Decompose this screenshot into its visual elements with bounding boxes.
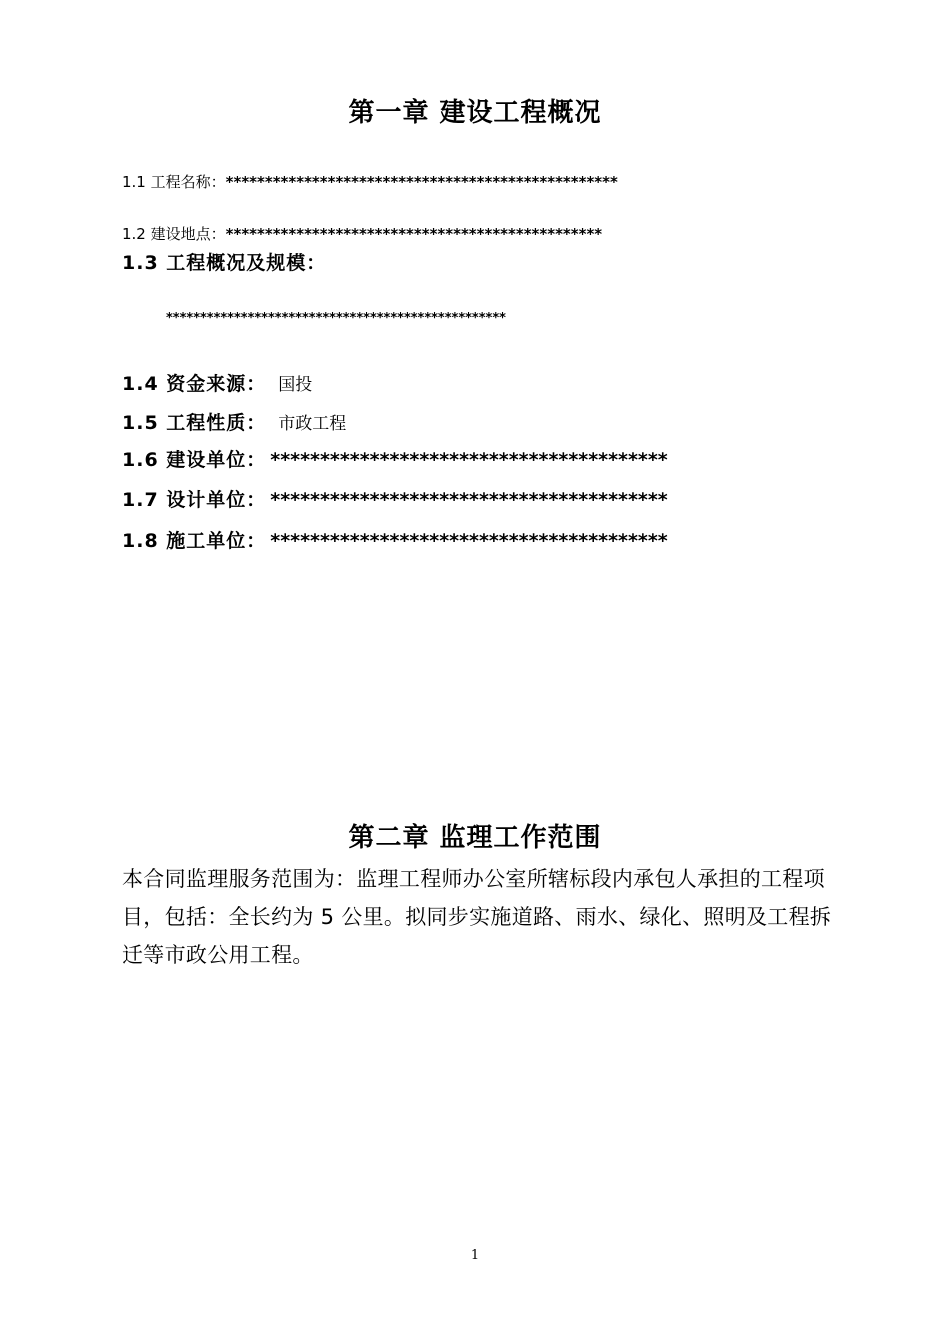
- item-label: 1.8 施工单位：: [122, 530, 267, 552]
- item-owner: [122, 445, 668, 472]
- scope-paragraph: 本合同监理服务范围为：监理工程师办公室所辖标段内承包人承担的工程项目，包括：全长约为 5 公里。拟同步实施道路、雨水、绿化、照明及工程拆迁等市政公用工程。: [122, 867, 832, 967]
- item-label: 1.3 工程概况及规模：: [122, 252, 327, 274]
- item-value: ****************************************: [270, 449, 668, 471]
- item-value: ************************************************: [225, 225, 603, 243]
- item-value: 市政工程: [278, 414, 347, 434]
- item-label: 1.4 资金来源：: [122, 373, 267, 395]
- item-fund-source: [122, 369, 312, 396]
- item-label: 1.1 工程名称：: [122, 173, 226, 191]
- item-label: 1.7 设计单位：: [122, 489, 267, 511]
- item-value: ****************************************: [270, 530, 668, 552]
- item-project-name: [122, 171, 618, 192]
- item-location: [122, 223, 602, 244]
- page-number: 1: [470, 1248, 480, 1263]
- item-label: 1.2 建设地点：: [122, 225, 226, 243]
- overview-value: **************************************************: [166, 311, 506, 326]
- item-label: 1.5 工程性质：: [122, 412, 267, 434]
- item-contractor: [122, 526, 668, 553]
- chapter-2-title: 第二章 监理工作范围: [348, 823, 602, 853]
- item-value: **************************************************: [225, 173, 618, 191]
- item-value: 国投: [278, 375, 313, 395]
- chapter-1-title: 第一章 建设工程概况: [348, 98, 602, 128]
- item-value: ****************************************: [270, 489, 668, 511]
- item-label: 1.6 建设单位：: [122, 449, 267, 471]
- item-overview: [122, 248, 326, 275]
- item-designer: [122, 485, 668, 512]
- item-nature: [122, 408, 346, 435]
